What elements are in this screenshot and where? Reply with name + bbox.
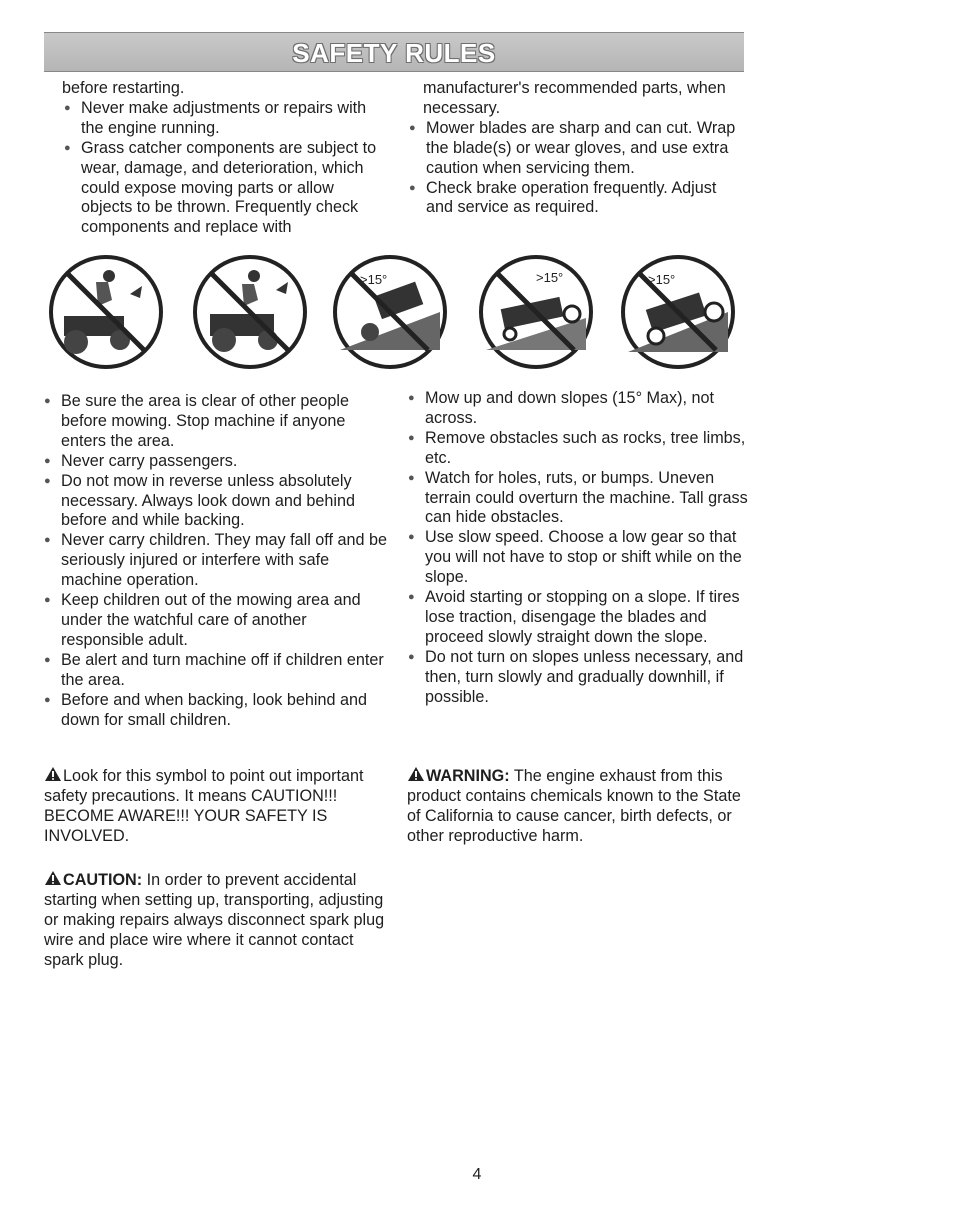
bullet-item bbox=[406, 389, 751, 429]
bullet-text: Never make adjustments or repairs with the engine running. bbox=[81, 98, 367, 137]
bullet-icon: ● bbox=[44, 474, 51, 487]
slope-over-15-tractor-icon bbox=[335, 257, 445, 367]
no-passenger-icon bbox=[51, 257, 161, 367]
bullet-text: Do not turn on slopes unless necessary, and then, turn slowly and gradually downhill, if possible. bbox=[425, 647, 744, 706]
warning-label: WARNING: bbox=[426, 767, 510, 785]
bullet-text: Mower blades are sharp and can cut. Wrap the blade(s) or wear gloves, and use extra caution when servicing them. bbox=[426, 118, 736, 177]
illustration-row bbox=[0, 250, 954, 380]
bullet-item bbox=[42, 531, 387, 591]
caution-label: CAUTION: bbox=[63, 871, 143, 889]
bullet-text: Use slow speed. Choose a low gear so that you will not have to stop or shift while on the slope. bbox=[425, 528, 742, 587]
top-left-column bbox=[62, 79, 382, 238]
bullet-item bbox=[42, 392, 387, 452]
warning-note bbox=[407, 766, 747, 847]
bullet-item bbox=[406, 528, 751, 588]
mid-right-column bbox=[406, 389, 751, 708]
bullet-icon: ● bbox=[408, 531, 415, 544]
bullet-item bbox=[42, 691, 387, 731]
bullet-icon: ● bbox=[408, 471, 415, 484]
svg-text:>15°: >15° bbox=[648, 272, 676, 287]
bullet-text: Do not mow in reverse unless absolutely necessary. Always look down and behind before and while backing. bbox=[61, 471, 355, 530]
bullet-item bbox=[406, 429, 751, 469]
slope-across-15-tractor-icon bbox=[623, 257, 733, 367]
bullet-text: Remove obstacles such as rocks, tree limbs, etc. bbox=[425, 428, 746, 467]
bullet-icon: ● bbox=[44, 693, 51, 706]
warning-triangle-icon bbox=[407, 766, 425, 782]
bullet-icon: ● bbox=[44, 534, 51, 547]
bullet-item bbox=[406, 588, 751, 648]
bullet-text: Never carry passengers. bbox=[61, 451, 238, 470]
bullet-text: Be alert and turn machine off if children enter the area. bbox=[61, 650, 384, 689]
bullet-icon: ● bbox=[408, 431, 415, 444]
bullet-text: Mow up and down slopes (15° Max), not across. bbox=[425, 389, 715, 427]
no-children-icon bbox=[195, 257, 305, 367]
bullet-icon: ● bbox=[44, 454, 51, 467]
bullet-icon: ● bbox=[64, 101, 71, 114]
continued-text: manufacturer's recommended parts, when necessary. bbox=[423, 79, 726, 117]
bullet-icon: ● bbox=[409, 121, 416, 134]
warning-text: The engine exhaust from this product contains chemicals known to the State of California to cause cancer, birth defects, or other reproductive harm. bbox=[407, 767, 741, 845]
bullet-icon: ● bbox=[408, 650, 415, 663]
slope-over-15-mower-icon bbox=[481, 257, 591, 367]
bullet-item bbox=[42, 591, 387, 651]
bullet-item bbox=[42, 651, 387, 691]
bullet-text: Avoid starting or stopping on a slope. If tires lose traction, disengage the blades and proceed slowly straight down the slope. bbox=[425, 588, 740, 646]
caution-note bbox=[44, 870, 389, 971]
bullet-icon: ● bbox=[44, 594, 51, 607]
mid-left-column bbox=[42, 392, 387, 730]
svg-text:>15°: >15° bbox=[360, 272, 388, 287]
symbol-note-text: Look for this symbol to point out important safety precautions. It means CAUTION!!! BECOME AWARE!!! YOUR SAFETY IS INVOLVED. bbox=[44, 767, 364, 845]
bullet-text: Grass catcher components are subject to wear, damage, and deterioration, which could expose moving parts or allow objects to be thrown. Frequently check components and replace with bbox=[81, 138, 377, 237]
svg-text:>15°: >15° bbox=[536, 270, 564, 285]
bullet-text: Watch for holes, ruts, or bumps. Uneven terrain could overturn the machine. Tall grass can hide obstacles. bbox=[425, 468, 748, 527]
bullet-icon: ● bbox=[44, 395, 51, 407]
page-number: 4 bbox=[472, 1166, 482, 1183]
bullet-icon: ● bbox=[408, 591, 415, 604]
bullet-item bbox=[42, 472, 387, 532]
symbol-note bbox=[44, 766, 389, 847]
bullet-text: Before and when backing, look behind and down for small children. bbox=[61, 690, 367, 729]
section-title: SAFETY RULES bbox=[292, 38, 496, 68]
bullet-icon: ● bbox=[44, 653, 51, 666]
bullet-icon: ● bbox=[408, 392, 415, 404]
continued-text: before restarting. bbox=[62, 79, 185, 97]
bullet-text: Never carry children. They may fall off and be seriously injured or interfere with safe machine operation. bbox=[61, 531, 388, 590]
caution-text: In order to prevent accidental starting when setting up, transporting, adjusting or making repairs always disconnect spark plug wire and place wire where it cannot contact spark plug. bbox=[44, 871, 385, 969]
top-right-column bbox=[407, 79, 747, 218]
bullet-icon: ● bbox=[409, 181, 416, 194]
bullet-text: Be sure the area is clear of other people before mowing. Stop machine if anyone enters the area. bbox=[61, 392, 349, 450]
bullet-item bbox=[62, 99, 382, 139]
bullet-item bbox=[407, 119, 747, 179]
section-banner bbox=[44, 32, 744, 72]
warning-triangle-icon bbox=[44, 766, 62, 782]
bullet-item bbox=[406, 469, 751, 529]
bullet-icon: ● bbox=[64, 141, 71, 154]
warning-triangle-icon bbox=[44, 870, 62, 886]
bullet-item bbox=[62, 139, 382, 239]
bullet-text: Check brake operation frequently. Adjust and service as required. bbox=[426, 178, 717, 217]
bullet-text: Keep children out of the mowing area and under the watchful care of another responsible adult. bbox=[61, 591, 361, 649]
bullet-item bbox=[407, 179, 747, 219]
bullet-item bbox=[42, 452, 387, 472]
bullet-item bbox=[406, 648, 751, 708]
